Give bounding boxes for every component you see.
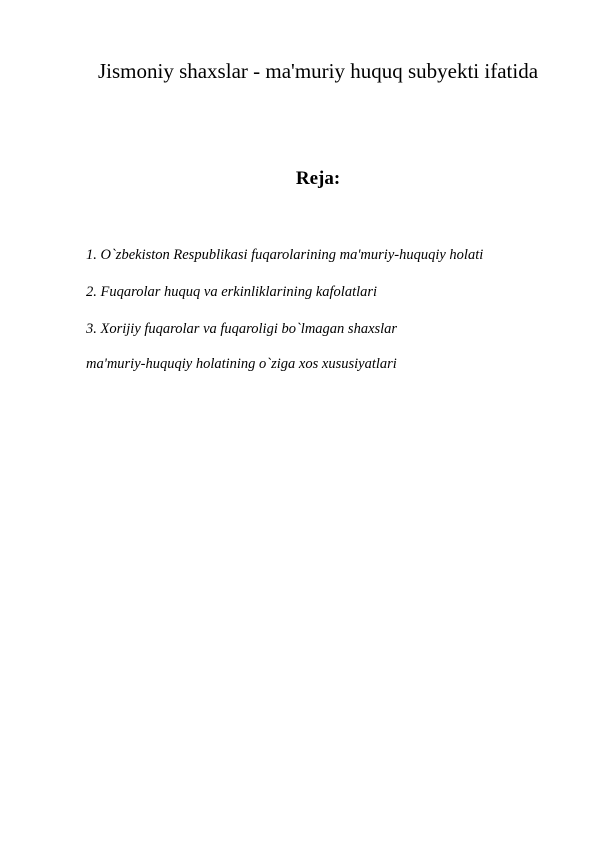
plan-item: 3. Xorijiy fuqarolar va fuqaroligi bo`lmagan shaxslar [86, 321, 398, 337]
document-title: Jismoniy shaxslar - ma'muriy huquq subyekti ifatida [97, 59, 539, 83]
plan-item: 2. Fuqarolar huquq va erkinliklarining kafolatlari [86, 284, 378, 300]
plan-list [86, 246, 483, 392]
plan-item: 1. O`zbekiston Respublikasi fuqarolarining ma'muriy-huquqiy holati [86, 247, 484, 263]
plan-heading: Reja: [295, 168, 341, 189]
plan-item-continuation: ma'muriy-huquqiy holatining o`ziga xos xususiyatlari [86, 356, 397, 372]
